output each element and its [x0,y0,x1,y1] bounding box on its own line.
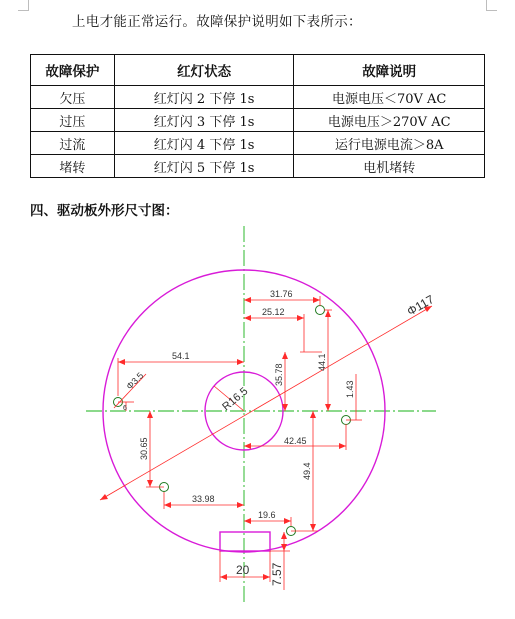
arrowhead [220,574,227,580]
arrowhead [237,359,244,365]
table-cell: 过流 [31,132,115,155]
arrowhead [118,359,125,365]
label-33-98: 33.98 [192,494,215,504]
dimension-labels [123,289,437,586]
label-outer-diameter: Φ117 [404,292,437,319]
label-6: 6 [123,405,127,412]
table-cell: 红灯闪 4 下停 1s [114,132,294,155]
arrowhead [281,532,287,539]
connector-cutout [220,532,270,551]
label-35-78: 35.78 [274,363,284,386]
section-heading: 四、驱动板外形尺寸图： [30,203,179,219]
label-25-12: 25.12 [262,307,285,317]
arrowhead [147,480,153,487]
label-center-radius: R16.5 [220,385,251,414]
table-cell: 运行电源电流＞8A [294,132,485,155]
mounting-hole [316,306,325,315]
label-20: 20 [236,563,250,577]
arrowhead [325,310,331,317]
header-red-light-status: 红灯状态 [114,55,294,86]
arrowhead [310,411,316,418]
arrowhead [339,443,346,449]
label-1-43: 1.43 [345,380,355,398]
table-cell: 电机堵转 [294,155,485,178]
label-42-45: 42.45 [284,436,307,446]
arrowhead [147,411,153,418]
label-44-1: 44.1 [317,353,327,371]
arrowhead [263,574,270,580]
label-49-4: 49.4 [302,462,312,480]
label-19-6: 19.6 [258,510,276,520]
centerlines [86,226,436,602]
mounting-holes [114,306,351,536]
arrowhead [237,502,244,508]
table-cell: 欠压 [31,86,115,109]
arrowhead [282,352,288,359]
table-cell: 红灯闪 3 下停 1s [114,109,294,132]
arrowhead [297,315,304,321]
arrowhead [100,494,108,500]
arrowhead [244,297,251,303]
table-cell: 电源电压＞270V AC [294,109,485,132]
intro-paragraph: 上电才能正常运行。故障保护说明如下表所示： [72,14,362,30]
label-hole-diameter: Φ3.5 [124,370,146,392]
header-fault-protection: 故障保护 [31,55,115,86]
table-cell: 电源电压＜70V AC [294,86,485,109]
table-cell: 红灯闪 5 下停 1s [114,155,294,178]
table-cell: 过压 [31,109,115,132]
arrowhead [164,502,171,508]
arrowhead [313,297,320,303]
header-fault-description: 故障说明 [294,55,485,86]
arrowhead [310,524,316,531]
arrowhead [244,443,251,449]
arrowhead [244,315,251,321]
arrowhead [284,518,291,524]
arrowhead [325,404,331,411]
label-31-76: 31.76 [270,289,293,299]
table-cell: 红灯闪 2 下停 1s [114,86,294,109]
label-54-1: 54.1 [172,351,190,361]
table-cell: 堵转 [31,155,115,178]
label-30-65: 30.65 [139,437,149,460]
arrowhead [244,518,251,524]
label-7-57: 7.57 [270,562,284,586]
